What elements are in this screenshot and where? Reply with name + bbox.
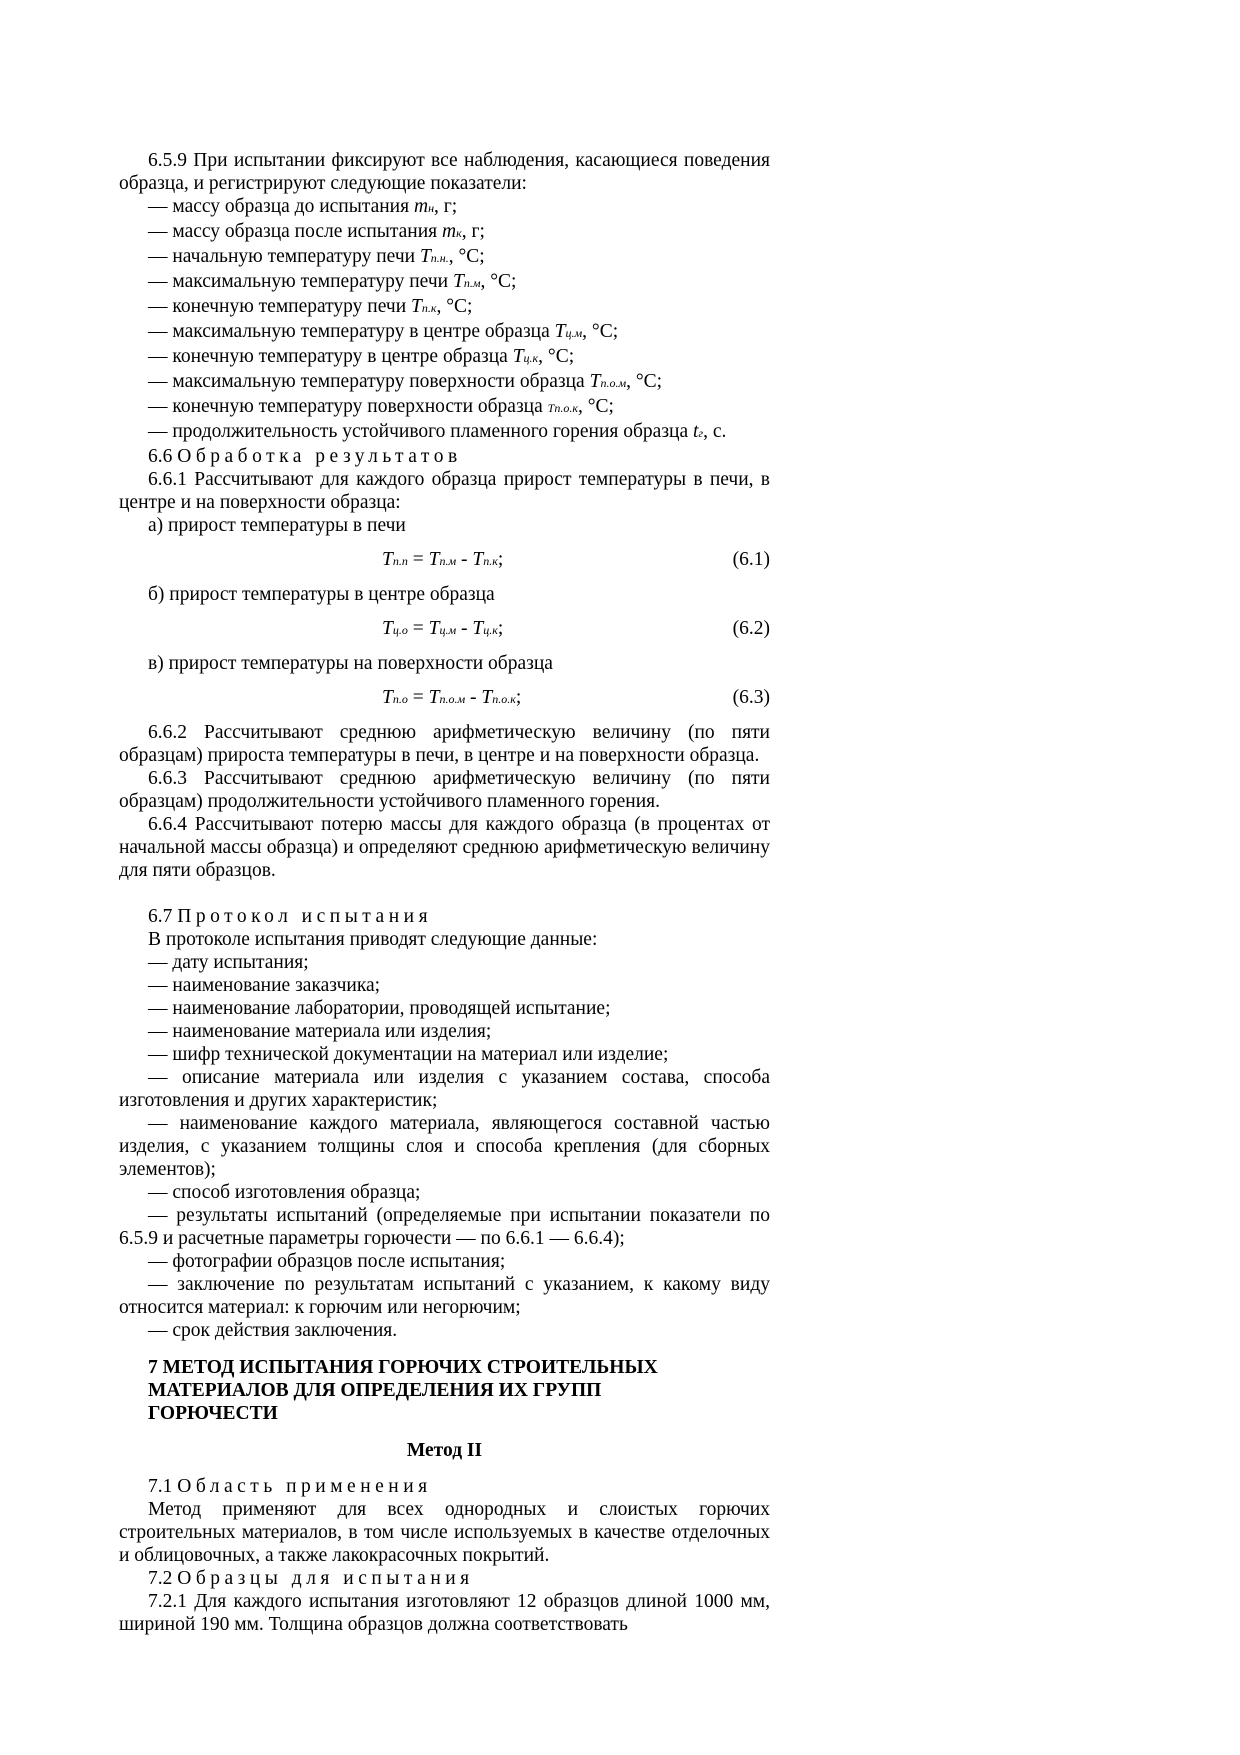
- list-item: — массу образца после испытания mк, г;: [148, 221, 485, 242]
- paragraph-6-6-4: 6.6.4 Рассчитывают потерю массы для каждого образца (в процентах от начальной массы образца) и определяют среднюю арифметическую величину для пяти образцов.: [119, 814, 770, 881]
- item-c: в) прирост температуры на поверхности образца: [148, 653, 553, 674]
- paragraph-6-6-1: 6.6.1 Рассчитывают для каждого образца прирост температуры в печи, в центре и на поверхности образца:: [119, 469, 770, 513]
- protocol-intro: В протоколе испытания приводят следующие данные:: [148, 929, 598, 950]
- document-body: [119, 149, 770, 1636]
- section-7-heading: 7 МЕТОД ИСПЫТАНИЯ ГОРЮЧИХ СТРОИТЕЛЬНЫХ МАТЕРИАЛОВ ДЛЯ ОПРЕДЕЛЕНИЯ ИХ ГРУПП ГОРЮЧЕСТИ: [148, 1357, 658, 1424]
- paragraph-6-6-2: 6.6.2 Рассчитывают среднюю арифметическую величину (по пяти образцам) прироста температуры в печи, в центре и на поверхности образца.: [119, 722, 770, 766]
- list-item: — способ изготовления образца;: [148, 1182, 421, 1203]
- formula: Tц.о = Tц.м - Tц.к;: [382, 618, 504, 639]
- list-item: — заключение по результатам испытаний с указанием, к какому виду относится материал: к горючим или негорючим;: [119, 1274, 770, 1318]
- list-item: — конечную температуру печи Tп.к, °С;: [148, 296, 473, 317]
- list-item: — конечную температуру в центре образца Tц.к, °С;: [148, 346, 575, 367]
- section-title: Область применения: [177, 1476, 432, 1497]
- formula: Tп.о = Tп.о.м - Tп.о.к;: [382, 687, 522, 708]
- list-item: — результаты испытаний (определяемые при испытании показатели по 6.5.9 и расчетные параметры горючести — по 6.6.1 — 6.6.4);: [119, 1205, 770, 1249]
- section-title: Образцы для испытания: [177, 1568, 474, 1589]
- list-item: — продолжительность устойчивого пламенного горения образца tг, с.: [148, 421, 727, 442]
- paragraph-7-1: Метод применяют для всех однородных и слоистых горючих строительных материалов, в том числе используемых в качестве отделочных и облицовочных, а также лакокрасочных покрытий.: [119, 1499, 770, 1566]
- list-item: — шифр технической документации на материал или изделие;: [148, 1044, 669, 1065]
- list-item: — массу образца до испытания mн, г;: [148, 196, 458, 217]
- list-item: — наименование заказчика;: [148, 975, 381, 996]
- paragraph-6-5-9: 6.5.9 При испытании фиксируют все наблюдения, касающиеся поведения образца, и регистрируют следующие показатели:: [119, 150, 770, 194]
- list-item: — описание материала или изделия с указанием состава, способа изготовления и других характеристик;: [119, 1067, 770, 1111]
- item-a: а) прирост температуры в печи: [148, 515, 406, 536]
- list-item: — начальную температуру печи Tп.н., °С;: [148, 246, 485, 267]
- list-item: — наименование лаборатории, проводящей испытание;: [148, 998, 611, 1019]
- section-number: 7.1: [148, 1476, 173, 1497]
- paragraph-7-2-1: 7.2.1 Для каждого испытания изготовляют 12 образцов длиной 1000 мм, шириной 190 мм. Толщина образцов должна соответствовать: [119, 1591, 770, 1635]
- section-number: 6.7: [148, 906, 173, 927]
- section-title: Обработка результатов: [177, 446, 462, 467]
- section-number: 7.2: [148, 1568, 173, 1589]
- equation-6-1: [119, 548, 770, 571]
- equation-number: (6.3): [732, 687, 770, 708]
- protocol-list: [119, 951, 770, 1342]
- list-item: — срок действия заключения.: [148, 1320, 398, 1341]
- method-title: Метод II: [406, 1440, 483, 1461]
- list-item: — дату испытания;: [148, 952, 309, 973]
- formula: Tп.п = Tп.м - Tп.к;: [382, 549, 504, 570]
- section-7-2-heading: [119, 1567, 770, 1590]
- equation-number: (6.1): [732, 549, 770, 570]
- paragraph-6-6-3: 6.6.3 Рассчитывают среднюю арифметическую величину (по пяти образцам) продолжительности устойчивого пламенного горения.: [119, 768, 770, 812]
- equation-6-3: [119, 686, 770, 709]
- equation-6-2: [119, 617, 770, 640]
- section-6-6-heading: [119, 445, 770, 468]
- list-item: — фотографии образцов после испытания;: [148, 1251, 506, 1272]
- item-b: б) прирост температуры в центре образца: [148, 584, 495, 605]
- list-item: — конечную температуру поверхности образца Tп.о.к, °С;: [148, 396, 614, 417]
- list-item: — максимальную температуру печи Tп.м, °С;: [148, 271, 517, 292]
- list-item: — наименование материала или изделия;: [148, 1021, 492, 1042]
- section-6-7-heading: [119, 905, 770, 928]
- section-title: Протокол испытания: [177, 906, 433, 927]
- list-item: — максимальную температуру поверхности образца Tп.о.м, °С;: [148, 371, 663, 392]
- section-number: 6.6: [148, 446, 173, 467]
- equation-number: (6.2): [732, 618, 770, 639]
- indicator-list: [119, 195, 770, 445]
- list-item: — наименование каждого материала, являющегося составной частью изделия, с указанием толщины слоя и способа крепления (для сборных элементов);: [119, 1113, 770, 1180]
- list-item: — максимальную температуру в центре образца Tц.м, °С;: [148, 321, 619, 342]
- section-7-1-heading: [119, 1475, 770, 1498]
